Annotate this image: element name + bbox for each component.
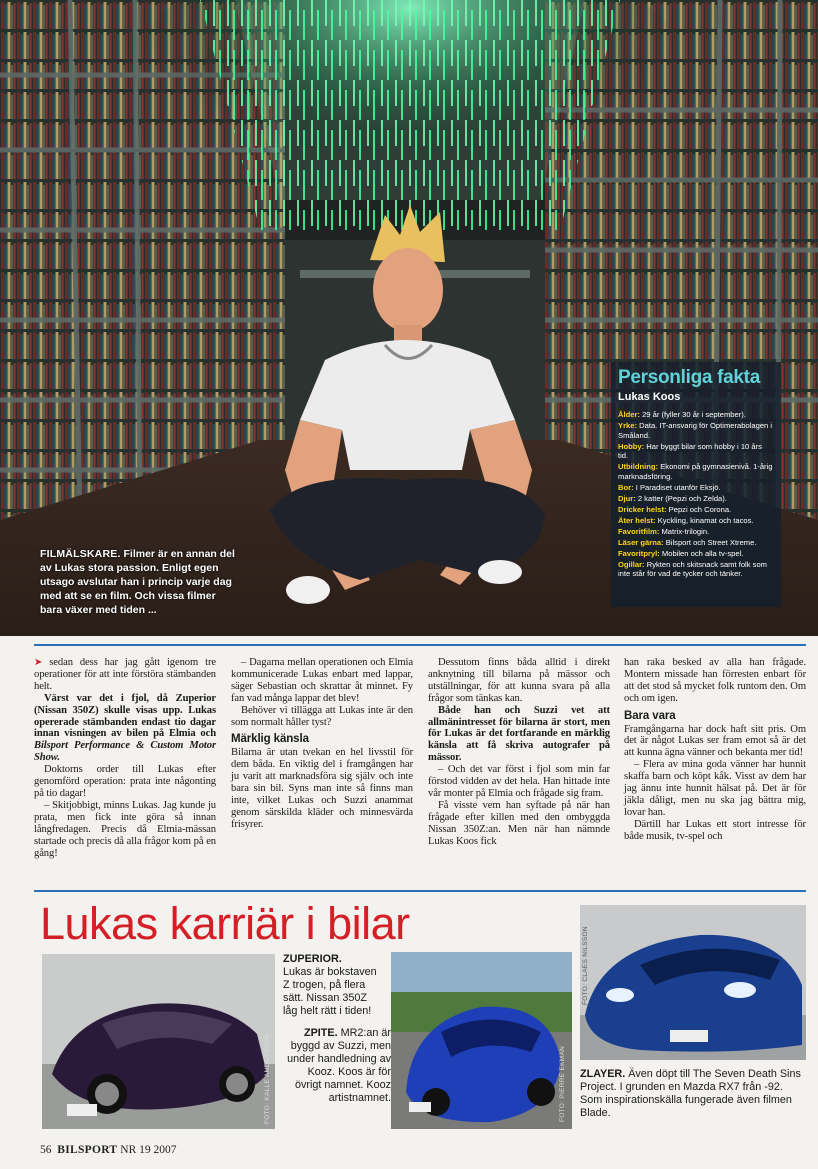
- article-column-3: Dessutom finns båda alltid i direkt anknytning till bilarna på mässor och utställningar, för att kunna svara på alla frågor som tänkas kan. Både han och Suzzi vet att allmänintresset för bilarna är stort, men för Lukas är det fortfarande en märklig känsla att få skriva autografer på mässor. – Och det var först i fjol som min far förstod vidden av det hela. Han hittade inte vår monter på Elmia och frågade sig fram. Få visste vem han syftade på när han frågade efter killen med den ombyggda Nissan 350Z:an. Men när han nämnde Lukas Koos fick: [428, 657, 610, 847]
- facts-name: Lukas Koos: [618, 391, 681, 403]
- career-divider: [34, 890, 806, 892]
- fact-item: Läser gärna: Bilsport och Street Xtreme.: [618, 537, 757, 547]
- article-body: [34, 657, 806, 882]
- zuperior-photo: [42, 954, 275, 1129]
- zlayer-caption: ZLAYER. Även döpt till The Seven Death Sins Project. I grunden en Mazda RX7 från -92. Som inspirationskälla fungerade även filmen Blade.: [580, 1068, 801, 1119]
- magazine-name: BILSPORT: [57, 1144, 118, 1156]
- zpite-photo: [391, 952, 572, 1129]
- zuperior-caption: ZUPERIOR. Lukas är bokstaven Z trogen, på flera sätt. Nissan 350Z låg helt rätt i tiden!: [283, 953, 377, 1017]
- career-title: Lukas karriär i bilar: [40, 898, 410, 949]
- fact-item: Äter helst: Kyckling, kinamat och tacos.: [618, 515, 754, 525]
- fact-item: Bor: I Paradiset utanför Eksjö.: [618, 482, 721, 492]
- photo-credit: FOTO: KALLE ANDERSSON: [264, 1033, 271, 1124]
- article-column-1: ➤ sedan dess har jag gått igenom tre operationer för att inte förstöra stämbanden helt. Värst var det i fjol, då Zuperior (Nissan 350Z) skulle visas upp. Lukas opererade stämbanden endast tio dagar innan visningen av bilen på Elmia och Bilsport Performance & Custom Motor Show. Doktorns order till Lukas efter genomförd operation: prata inte någonting på tio dagar! – Skitjobbigt, minns Lukas. Jag kunde ju prata, men fick inte göra så innan långfredagen. Precis då Elmia-mässan startade och precis då alla frågor kom på en gång!: [34, 657, 216, 859]
- page-footer: [40, 1144, 177, 1156]
- caption-heading: FILMÄLSKARE.: [40, 548, 121, 560]
- page-number: 56: [40, 1144, 52, 1156]
- fact-item: Djur: 2 katter (Pepzi och Zelda).: [618, 493, 727, 503]
- fact-item: Favoritfilm: Matrix-trilogin.: [618, 526, 710, 536]
- top-divider: [34, 644, 806, 646]
- zlayer-photo: [580, 905, 806, 1060]
- fact-item: Hobby: Har byggt bilar som hobby i 10 års tid.: [618, 441, 762, 461]
- photo-credit: FOTO: PIERRE EKMAN: [559, 1045, 566, 1122]
- issue-number: NR 19 2007: [120, 1144, 177, 1156]
- caption-body: Filmer är en annan del av Lukas stora passion. Enligt egen utsago avslutar han i princip varje dag med att se en film. Och vissa filmer bara växer med tiden ...: [40, 548, 235, 616]
- zpite-caption: ZPITE. MR2:an är byggd av Suzzi, men under handledning av Kooz. Koos är för övrigt namnet. Kooz artistnamnet.: [287, 1027, 391, 1104]
- fact-item: Favoritpryl: Mobilen och alla tv-spel.: [618, 548, 744, 558]
- photo-caption: [40, 547, 240, 617]
- fact-item: Dricker helst: Pepzi och Corona.: [618, 504, 732, 514]
- photo-credit: FOTO: CLAES NILSSON: [582, 926, 589, 1005]
- personal-facts-box: [611, 362, 781, 607]
- article-column-2: – Dagarna mellan operationen och Elmia kommunicerade Lukas enbart med lappar, säger Sebastian och skrattar åt minnet. Fy fan vad många lappar det blev! Behöver vi tillägga att Lukas inte är den som normalt håller tyst? Märklig känsla Bilarna är utan tvekan en hel livsstil för dem båda. En viktig del i framgången har ju varit att marknadsföra sig själv och inte bara sin bil. Syns man inte så finns man inte, vilket Lukas och Suzzi anammat genom särskilda kläder och minnesvärda frisyrer.: [231, 657, 413, 830]
- fact-item: Utbildning: Ekonomi på gymnasienivå. 1-årig marknadsföring.: [618, 462, 773, 481]
- article-column-4: han raka besked av alla han frågade. Montern missade han förresten enbart för att det stod så mycket folk runtom den. Om och om igen. Bara vara Framgångarna har dock haft sitt pris. Om det är något Lukas ser fram emot så är det att kunna ägna vänner och bekanta mer tid! – Flera av mina goda vänner har hunnit skaffa barn och köpt kåk. Visst av dem har jag ännu inte hunnit hälsat på. Det är för jäkla dåligt, men nu ska jag bättra mig, lovar han. Därtill har Lukas ett stort intresse för både musik, tv-spel och: [624, 657, 806, 842]
- fact-item: Ålder: 29 år (fyller 30 år i september).: [618, 410, 746, 419]
- subheading: Bara vara: [624, 709, 676, 722]
- fact-item: Ogillar: Rykten och skitsnack samt folk som inte står för vad de tycker och tänker.: [618, 559, 767, 579]
- fact-item: Yrke: Data. IT-ansvarig för Optimerabolagen i Småland.: [618, 420, 773, 440]
- subheading: Märklig känsla: [231, 733, 309, 746]
- facts-title: Personliga fakta: [618, 367, 760, 388]
- continuation-arrow-icon: ➤: [34, 657, 43, 668]
